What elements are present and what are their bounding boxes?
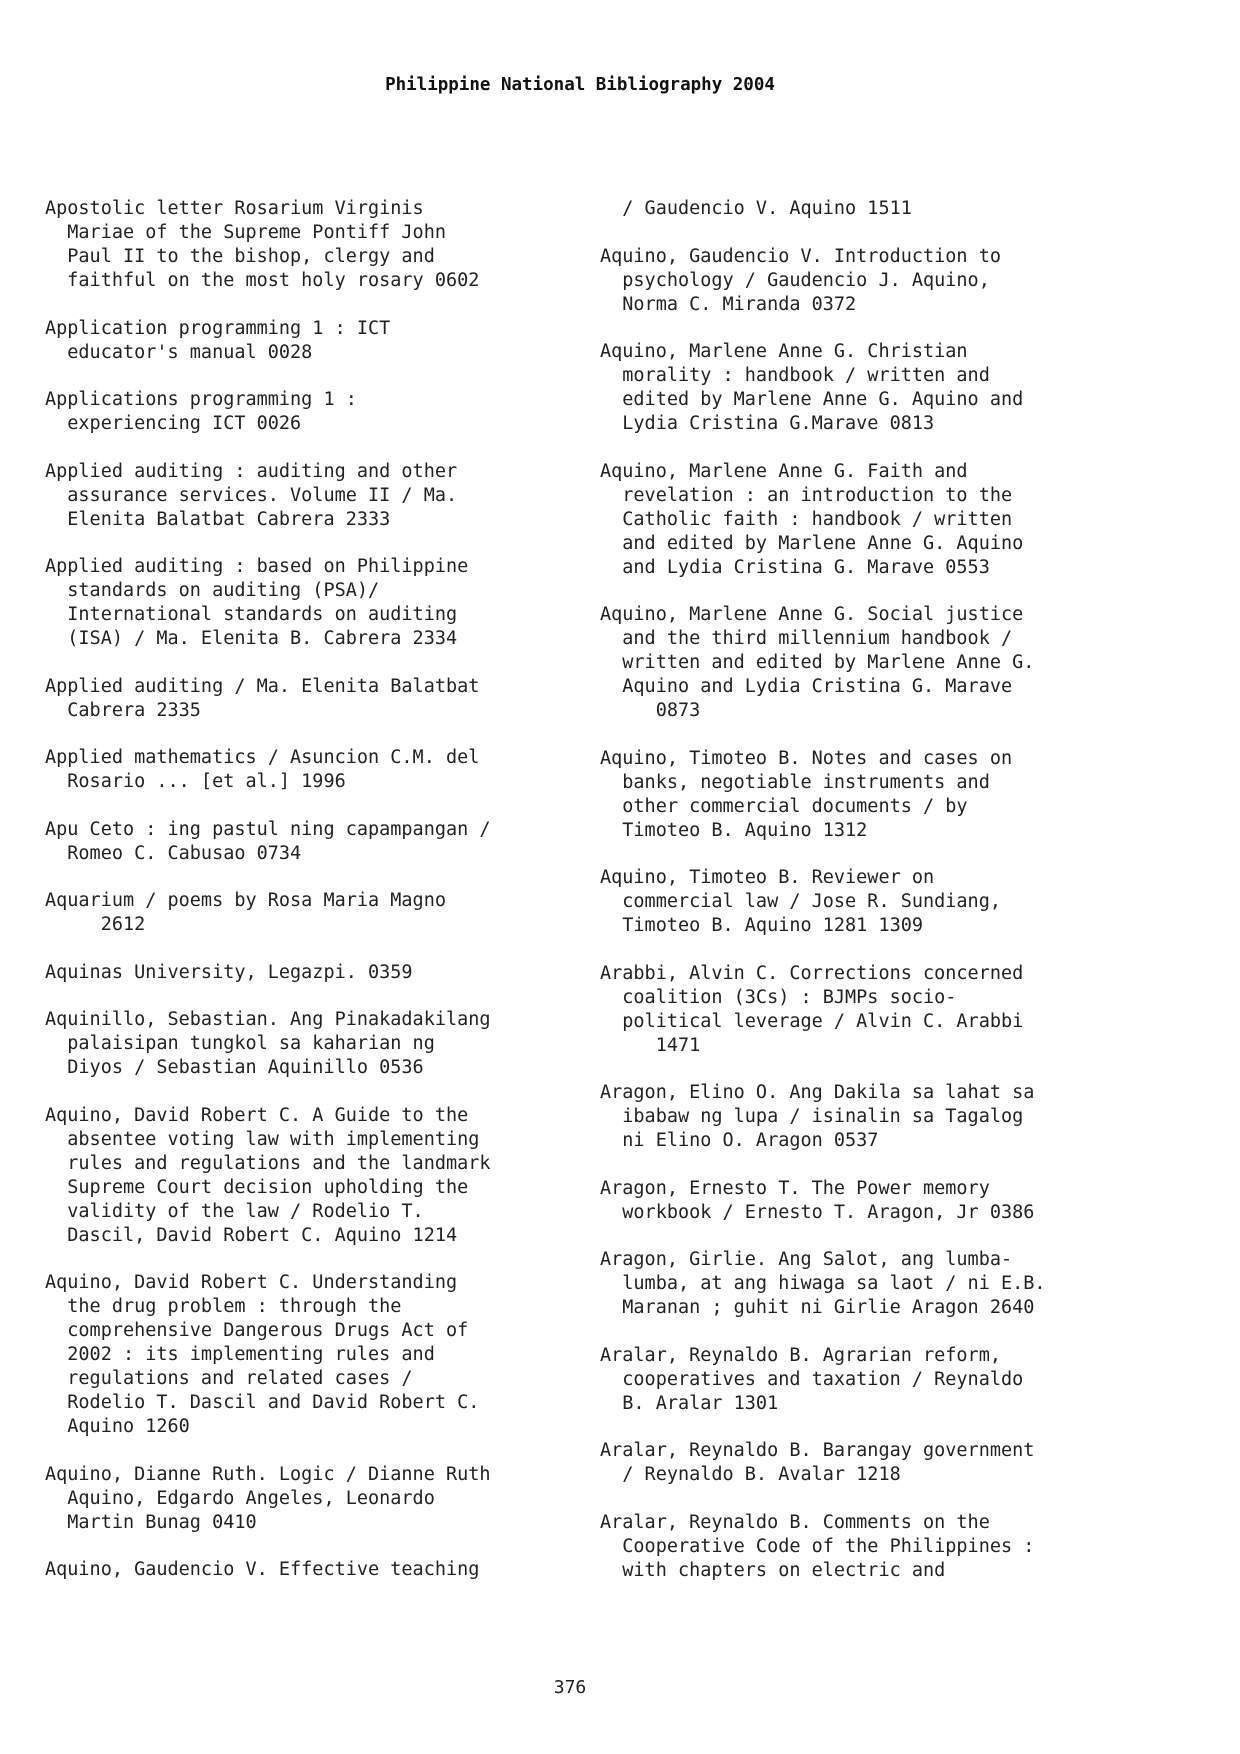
bibliography-entry: Applied auditing : based on Philippine standards on auditing (PSA)/ International standards on auditing (ISA) / Ma. Elenita B. Cabrera 2334 — [45, 556, 469, 649]
bibliography-entry: / Gaudencio V. Aquino 1511 — [600, 198, 912, 219]
bibliography-entry: Aquino, Gaudencio V. Effective teaching — [45, 1559, 480, 1580]
bibliography-entry: Aquino, Marlene Anne G. Social justice and the third millennium handbook / written and edited by Marlene Anne G. Aquino and Lydia Cristina G. Marave 0873 — [600, 604, 1035, 721]
bibliography-entry: Aragon, Ernesto T. The Power memory workbook / Ernesto T. Aragon, Jr 0386 — [600, 1177, 1035, 1223]
bibliography-entry: Aquinas University, Legazpi. 0359 — [45, 961, 413, 983]
bibliography-entry: Applied auditing / Ma. Elenita Balatbat Cabrera 2335 — [45, 675, 480, 721]
bibliography-entry: Aralar, Reynaldo B. Comments on the Cooperative Code of the Philippines : with chapters on electric and — [600, 1511, 1035, 1581]
bibliography-entry: Aquino, Timoteo B. Notes and cases on banks, negotiable instruments and other commercial documents / by Timoteo B. Aquino 1312 — [600, 747, 1013, 841]
bibliography-entry: Aquino, Dianne Ruth. Logic / Dianne Ruth Aquino, Edgardo Angeles, Leonardo Martin Bunag 0410 — [45, 1463, 491, 1533]
bibliography-entry: Aquino, David Robert C. A Guide to the absentee voting law with implementing rules and regulations and the landmark Supreme Court decision upholding the validity of the law / Rodelio T. Dascil, David Robert C. Aquino 1214 — [45, 1104, 491, 1246]
bibliography-entry: Application programming 1 : ICT educator's manual 0028 — [45, 317, 391, 363]
bibliography-entry: Applied mathematics / Asuncion C.M. del Rosario ... [et al.] 1996 — [45, 747, 480, 792]
page-title: Philippine National Bibliography 2004 — [385, 75, 775, 95]
bibliography-entry: Apostolic letter Rosarium Virginis Mariae of the Supreme Pontiff John Paul II to the bishop, clergy and faithful on the most holy rosary 0602 — [45, 198, 480, 291]
bibliography-entry: Aquino, Marlene Anne G. Faith and revelation : an introduction to the Catholic faith : handbook / written and edited by Marlene Anne G. Aquino and Lydia Cristina G. Marave 0553 — [600, 460, 1024, 578]
bibliography-entry: Aquino, David Robert C. Understanding the drug problem : through the comprehensive Dangerous Drugs Act of 2002 : its implementing rules and regulations and related cases / Rodelio T. Dascil and David Robert C. Aquino 1260 — [45, 1272, 480, 1437]
bibliography-entry: Aquarium / poems by Rosa Maria Magno 2612 — [45, 890, 446, 935]
bibliography-entry: Aralar, Reynaldo B. Agrarian reform, cooperatives and taxation / Reynaldo B. Aralar 1301 — [600, 1344, 1024, 1414]
right-column — [600, 197, 1160, 1606]
bibliography-entry: Aralar, Reynaldo B. Barangay government / Reynaldo B. Avalar 1218 — [600, 1440, 1035, 1485]
bibliography-entry: Aquino, Timoteo B. Reviewer on commercial law / Jose R. Sundiang, Timoteo B. Aquino 1281 1309 — [600, 867, 1001, 936]
bibliography-entry: Apu Ceto : ing pastul ning capampangan / Romeo C. Cabusao 0734 — [45, 818, 491, 864]
bibliography-entry: Applied auditing : auditing and other assurance services. Volume II / Ma. Elenita Balatbat Cabrera 2333 — [45, 460, 458, 530]
bibliography-entry: Aquino, Gaudencio V. Introduction to psychology / Gaudencio J. Aquino, Norma C. Miranda 0372 — [600, 245, 1001, 315]
left-column — [45, 197, 585, 1606]
page-number: 376 — [553, 1677, 587, 1698]
bibliography-entry: Aragon, Girlie. Ang Salot, ang lumba- lumba, at ang hiwaga sa laot / ni E.B. Maranan ; guhit ni Girlie Aragon 2640 — [600, 1249, 1046, 1318]
bibliography-entry: Applications programming 1 : experiencing ICT 0026 — [45, 389, 357, 434]
bibliography-entry: Aragon, Elino O. Ang Dakila sa lahat sa ibabaw ng lupa / isinalin sa Tagalog ni Elino O. Aragon 0537 — [600, 1082, 1035, 1151]
bibliography-entry: Aquinillo, Sebastian. Ang Pinakadakilang palaisipan tungkol sa kaharian ng Diyos / Sebastian Aquinillo 0536 — [45, 1009, 491, 1078]
bibliography-entry: Arabbi, Alvin C. Corrections concerned coalition (3Cs) : BJMPs socio- political leverage / Alvin C. Arabbi 1471 — [600, 962, 1024, 1056]
bibliography-entry: Aquino, Marlene Anne G. Christian morality : handbook / written and edited by Marlene Anne G. Aquino and Lydia Cristina G.Marave 0813 — [600, 341, 1024, 434]
